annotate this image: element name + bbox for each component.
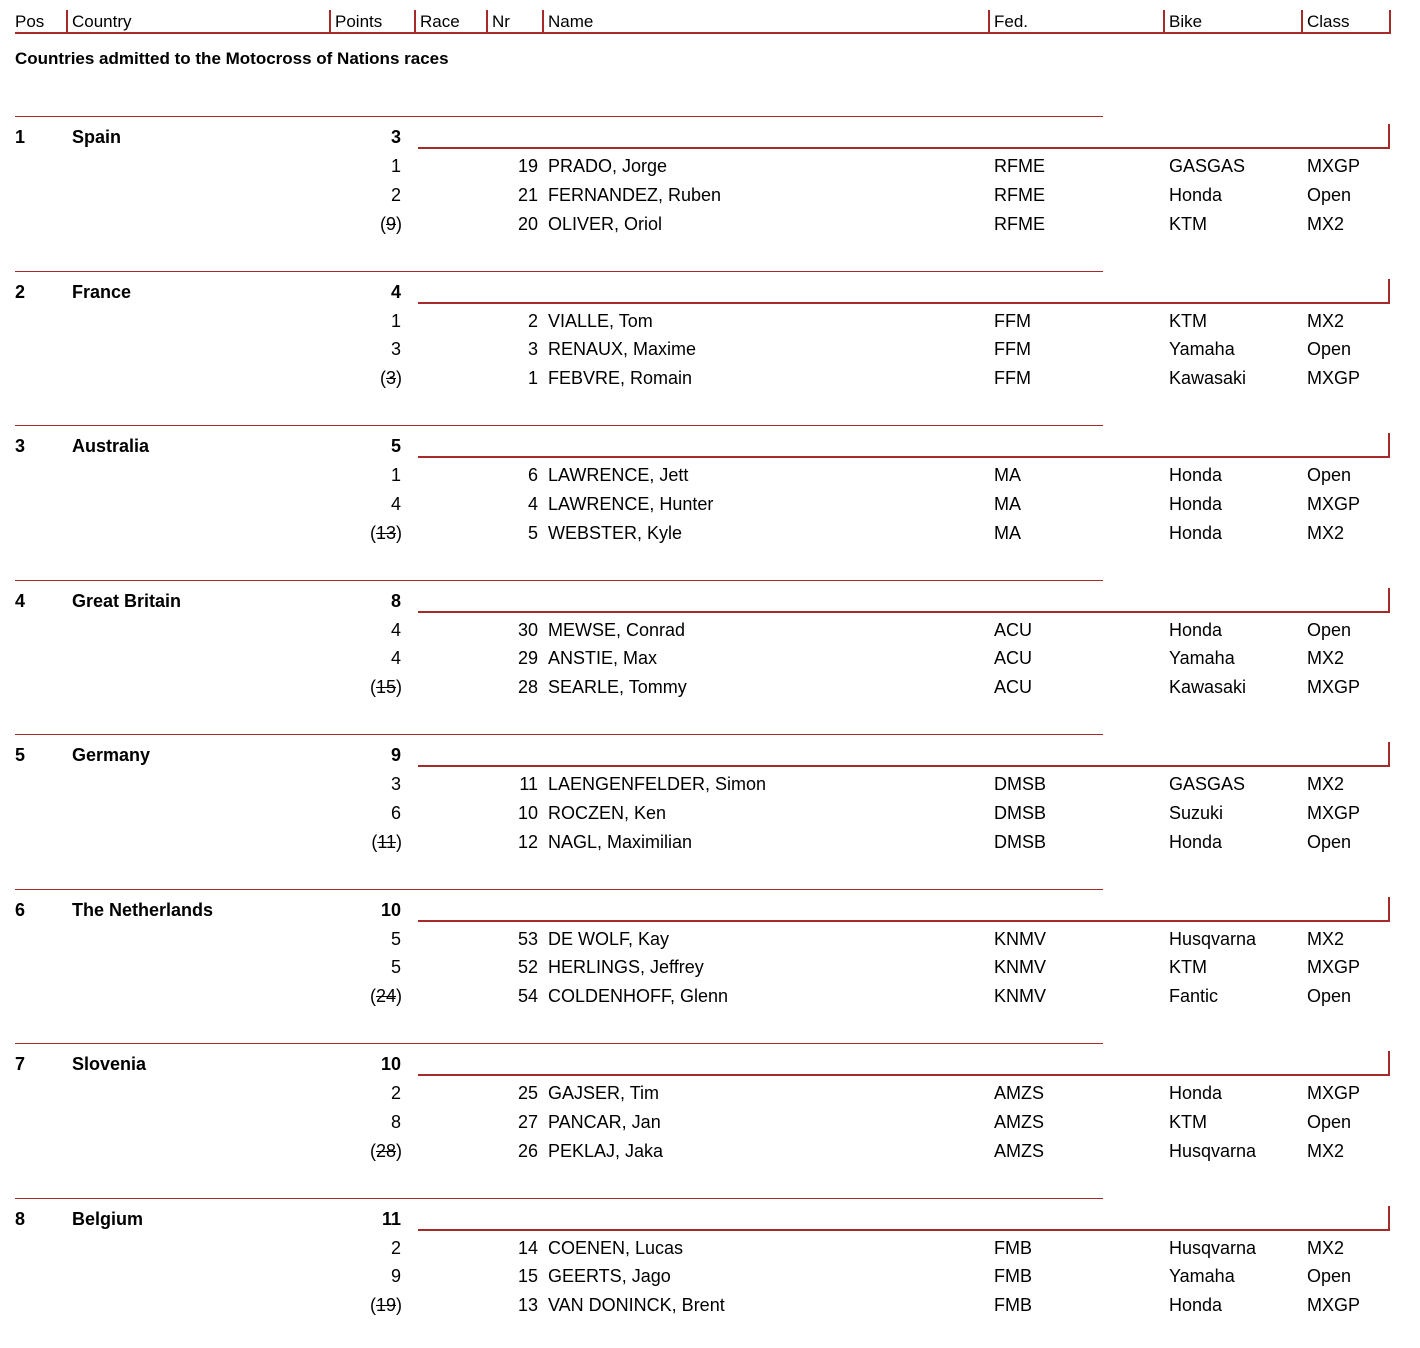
rider-bike: KTM: [1169, 310, 1207, 331]
rider-nr: 15: [517, 1266, 538, 1287]
rider-nr: 1: [527, 368, 538, 389]
rider-nr: 29: [517, 648, 538, 669]
team-header-box: [418, 124, 1390, 149]
rider-bike: Honda: [1169, 184, 1223, 205]
dropped-score: 11: [377, 831, 396, 852]
rider-bike: Honda: [1169, 1295, 1223, 1316]
rider-class: MXGP: [1307, 156, 1361, 176]
rider-name: WEBSTER, Kyle: [548, 522, 683, 543]
rider-name: FERNANDEZ, Ruben: [548, 184, 722, 205]
team-points: 5: [390, 436, 401, 456]
team-pos: 1: [15, 127, 26, 147]
rider-race: 8: [390, 1111, 401, 1132]
rider-race: 1: [390, 465, 401, 485]
team-points: 3: [390, 127, 401, 147]
rider-class: MXGP: [1307, 1083, 1361, 1103]
rider-class: MXGP: [1307, 1295, 1361, 1316]
team-pos: 3: [15, 436, 26, 456]
team-group: [0, 425, 1420, 575]
team-header-box: [418, 433, 1390, 458]
team-country: Belgium: [72, 1208, 144, 1229]
rider-race: 5: [390, 957, 401, 978]
rider-fed: ACU: [994, 648, 1033, 669]
rider-nr: 19: [517, 156, 538, 176]
rider-bike: KTM: [1169, 1111, 1207, 1132]
page-subtitle: Countries admitted to the Motocross of Nations races: [15, 49, 449, 68]
rider-class: Open: [1307, 465, 1352, 485]
team-country: Germany: [72, 745, 151, 765]
rider-race: 3: [390, 774, 401, 794]
col-header-nr: Nr: [486, 10, 543, 34]
rider-name: LAWRENCE, Jett: [548, 465, 689, 485]
team-country: The Netherlands: [72, 899, 214, 920]
rider-bike: Honda: [1169, 619, 1223, 640]
rider-name: ROCZEN, Ken: [548, 802, 667, 823]
dropped-score: 19: [375, 1295, 396, 1316]
rider-nr: 3: [527, 339, 538, 360]
team-pos: 4: [15, 590, 26, 611]
team-header-box: [418, 897, 1390, 922]
dropped-score: 9: [385, 213, 396, 234]
rider-bike: Yamaha: [1169, 339, 1235, 360]
rider-bike: Kawasaki: [1169, 368, 1247, 389]
rider-name: PRADO, Jorge: [548, 156, 668, 176]
rider-class: MXGP: [1307, 493, 1361, 514]
rider-nr: 25: [517, 1083, 538, 1103]
rider-class: Open: [1307, 1266, 1352, 1287]
rider-nr: 14: [517, 1237, 538, 1258]
rider-fed: AMZS: [994, 1140, 1045, 1161]
rider-nr: 11: [519, 774, 538, 794]
rider-nr: 6: [527, 465, 538, 485]
rider-bike: Honda: [1169, 522, 1223, 543]
rider-bike: GASGAS: [1169, 774, 1246, 794]
rider-nr: 2: [527, 310, 538, 331]
col-header-points: Points: [329, 10, 415, 34]
rider-bike: Husqvarna: [1169, 1140, 1257, 1161]
rider-name: OLIVER, Oriol: [548, 213, 663, 234]
rider-race-dropped: (3): [379, 368, 402, 389]
col-header-country: Country: [66, 10, 330, 34]
rider-race: 4: [390, 619, 401, 640]
rider-class: MXGP: [1307, 368, 1361, 389]
rider-race: 2: [390, 1083, 401, 1103]
team-country: Australia: [72, 436, 150, 456]
col-header-bike: Bike: [1163, 10, 1302, 34]
rider-bike: Honda: [1169, 831, 1223, 852]
rider-race-dropped: (28): [369, 1140, 402, 1161]
team-country: Spain: [72, 127, 122, 147]
team-header-box: [418, 1206, 1390, 1231]
team-divider: [15, 1198, 1103, 1199]
rider-fed: KNMV: [994, 928, 1047, 949]
team-points: 10: [380, 899, 401, 920]
rider-bike: Husqvarna: [1169, 1237, 1257, 1258]
rider-fed: RFME: [994, 156, 1045, 176]
rider-nr: 13: [517, 1295, 538, 1316]
team-header-box: [418, 742, 1390, 767]
team-divider: [15, 116, 1103, 117]
rider-name: FEBVRE, Romain: [548, 368, 693, 389]
rider-race-dropped: (24): [369, 986, 402, 1007]
rider-bike: Kawasaki: [1169, 677, 1247, 698]
team-header-box: [418, 279, 1390, 304]
rider-fed: FMB: [994, 1295, 1032, 1316]
rider-fed: DMSB: [994, 831, 1047, 852]
team-country: Slovenia: [72, 1054, 147, 1074]
rider-name: MEWSE, Conrad: [548, 619, 686, 640]
team-divider: [15, 580, 1103, 581]
rider-fed: RFME: [994, 213, 1045, 234]
rider-race: 6: [390, 802, 401, 823]
rider-name: GAJSER, Tim: [548, 1083, 660, 1103]
rider-nr: 20: [517, 213, 538, 234]
rider-bike: GASGAS: [1169, 156, 1246, 176]
rider-name: COLDENHOFF, Glenn: [548, 986, 729, 1007]
dropped-score: 15: [375, 677, 396, 698]
rider-class: MX2: [1307, 310, 1345, 331]
rider-race: 4: [390, 493, 401, 514]
rider-nr: 53: [517, 928, 538, 949]
rider-class: Open: [1307, 831, 1352, 852]
team-points: 4: [390, 281, 401, 302]
team-divider: [15, 889, 1103, 890]
team-divider: [15, 1043, 1103, 1044]
rider-nr: 30: [517, 619, 538, 640]
rider-name: NAGL, Maximilian: [548, 831, 693, 852]
rider-fed: FFM: [994, 339, 1031, 360]
rider-fed: FFM: [994, 368, 1031, 389]
rider-name: DE WOLF, Kay: [548, 928, 670, 949]
rider-name: VIALLE, Tom: [548, 310, 653, 331]
dropped-score: 28: [375, 1140, 396, 1161]
rider-fed: KNMV: [994, 957, 1047, 978]
rider-class: Open: [1307, 184, 1352, 205]
team-header-box: [418, 588, 1390, 613]
rider-bike: Honda: [1169, 1083, 1223, 1103]
team-group: [0, 580, 1420, 730]
rider-bike: KTM: [1169, 213, 1207, 234]
rider-nr: 10: [517, 802, 538, 823]
rider-race: 2: [390, 1237, 401, 1258]
dropped-score: 13: [375, 522, 396, 543]
team-divider: [15, 734, 1103, 735]
rider-race-dropped: (9): [379, 213, 402, 234]
rider-class: MX2: [1307, 213, 1345, 234]
rider-race-dropped: (19): [369, 1295, 402, 1316]
rider-fed: RFME: [994, 184, 1045, 205]
rider-bike: Yamaha: [1169, 1266, 1235, 1287]
rider-fed: FMB: [994, 1237, 1032, 1258]
rider-class: MX2: [1307, 928, 1345, 949]
rider-nr: 52: [517, 957, 538, 978]
team-country: France: [72, 281, 132, 302]
team-pos: 8: [15, 1208, 26, 1229]
rider-bike: Fantic: [1169, 986, 1219, 1007]
rider-race-dropped: (15): [369, 677, 402, 698]
rider-class: MXGP: [1307, 677, 1361, 698]
team-header-box: [418, 1051, 1390, 1076]
rider-nr: 4: [527, 493, 538, 514]
rider-name: VAN DONINCK, Brent: [548, 1295, 725, 1316]
rider-name: PEKLAJ, Jaka: [548, 1140, 664, 1161]
rider-nr: 21: [517, 184, 538, 205]
rider-nr: 5: [527, 522, 538, 543]
rider-class: MX2: [1307, 648, 1345, 669]
rider-class: MX2: [1307, 522, 1345, 543]
rider-race-dropped: (13): [369, 522, 402, 543]
rider-nr: 27: [517, 1111, 538, 1132]
rider-nr: 54: [517, 986, 538, 1007]
team-group: [0, 734, 1420, 884]
team-group: [0, 116, 1420, 266]
col-header-class: Class: [1301, 10, 1391, 34]
rider-race: 2: [390, 184, 401, 205]
col-header-race: Race: [414, 10, 487, 34]
rider-fed: DMSB: [994, 802, 1047, 823]
team-group: [0, 1043, 1420, 1193]
rider-name: ANSTIE, Max: [548, 648, 658, 669]
rider-bike: Suzuki: [1169, 802, 1224, 823]
rider-class: Open: [1307, 986, 1352, 1007]
rider-fed: MA: [994, 493, 1021, 514]
rider-bike: Honda: [1169, 465, 1223, 485]
rider-race-dropped: (11): [371, 831, 402, 852]
dropped-score: 24: [375, 986, 396, 1007]
rider-fed: AMZS: [994, 1111, 1045, 1132]
rider-fed: MA: [994, 465, 1021, 485]
team-points: 11: [381, 1208, 401, 1229]
rider-class: MX2: [1307, 1140, 1345, 1161]
team-points: 9: [390, 745, 401, 765]
rider-race: 3: [390, 339, 401, 360]
rider-name: HERLINGS, Jeffrey: [548, 957, 704, 978]
rider-fed: FMB: [994, 1266, 1032, 1287]
team-divider: [15, 271, 1103, 272]
rider-race: 1: [390, 310, 401, 331]
dropped-score: 3: [385, 368, 396, 389]
rider-nr: 26: [517, 1140, 538, 1161]
rider-name: GEERTS, Jago: [548, 1266, 671, 1287]
rider-class: MXGP: [1307, 957, 1361, 978]
rider-name: PANCAR, Jan: [548, 1111, 661, 1132]
rider-bike: Honda: [1169, 493, 1223, 514]
rider-fed: DMSB: [994, 774, 1047, 794]
team-divider: [15, 425, 1103, 426]
rider-bike: KTM: [1169, 957, 1207, 978]
team-group: [0, 889, 1420, 1039]
team-pos: 2: [15, 281, 26, 302]
col-header-pos: Pos: [15, 10, 67, 34]
rider-name: LAWRENCE, Hunter: [548, 493, 714, 514]
team-points: 8: [390, 590, 401, 611]
team-pos: 7: [15, 1054, 26, 1074]
team-points: 10: [380, 1054, 401, 1074]
rider-race: 1: [390, 156, 401, 176]
rider-bike: Husqvarna: [1169, 928, 1257, 949]
rider-fed: FFM: [994, 310, 1031, 331]
rider-class: MX2: [1307, 774, 1345, 794]
rider-race: 5: [390, 928, 401, 949]
rider-race: 9: [390, 1266, 401, 1287]
team-pos: 6: [15, 899, 26, 920]
rider-name: LAENGENFELDER, Simon: [548, 774, 767, 794]
rider-name: COENEN, Lucas: [548, 1237, 684, 1258]
rider-race: 4: [390, 648, 401, 669]
rider-class: MX2: [1307, 1237, 1345, 1258]
rider-fed: ACU: [994, 677, 1033, 698]
team-country: Great Britain: [72, 590, 182, 611]
team-group: [0, 1198, 1420, 1348]
rider-nr: 12: [517, 831, 538, 852]
col-header-fed: Fed.: [988, 10, 1164, 34]
rider-fed: MA: [994, 522, 1021, 543]
rider-bike: Yamaha: [1169, 648, 1235, 669]
rider-name: SEARLE, Tommy: [548, 677, 687, 698]
rider-name: RENAUX, Maxime: [548, 339, 697, 360]
team-group: [0, 271, 1420, 421]
rider-class: MXGP: [1307, 802, 1361, 823]
rider-fed: KNMV: [994, 986, 1047, 1007]
col-header-name: Name: [542, 10, 989, 34]
rider-fed: AMZS: [994, 1083, 1045, 1103]
rider-class: Open: [1307, 619, 1352, 640]
rider-fed: ACU: [994, 619, 1033, 640]
rider-nr: 28: [517, 677, 538, 698]
team-pos: 5: [15, 745, 26, 765]
rider-class: Open: [1307, 339, 1352, 360]
rider-class: Open: [1307, 1111, 1352, 1132]
